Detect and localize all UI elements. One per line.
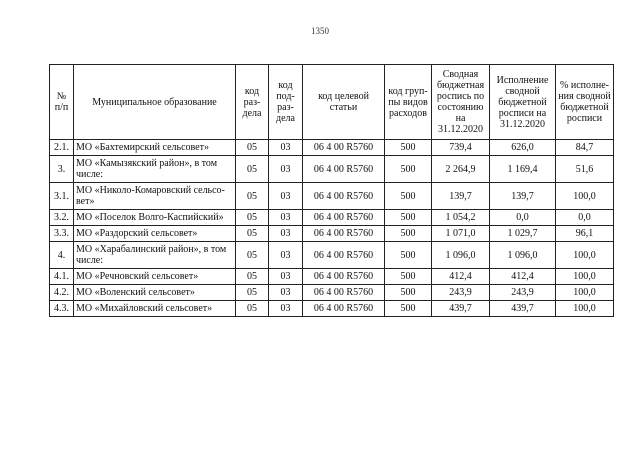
municipality-name: МО «Поселок Волго-Каспийский» <box>74 210 236 226</box>
subsection-code: 03 <box>269 285 303 301</box>
subsection-code: 03 <box>269 269 303 285</box>
table-row <box>50 285 614 301</box>
budget-execution-value: 412,4 <box>490 269 556 285</box>
expense-group-code: 500 <box>385 210 432 226</box>
municipality-name: МО «Николо-Комаровский сельсо-вет» <box>74 183 236 210</box>
table-row <box>50 183 614 210</box>
municipality-name: МО «Камызякский район», в том числе: <box>74 156 236 183</box>
municipality-name: МО «Бахтемирский сельсовет» <box>74 140 236 156</box>
table-row <box>50 210 614 226</box>
expense-group-code: 500 <box>385 269 432 285</box>
header-subsection-code: код под-раз-дела <box>269 65 303 140</box>
execution-percent-value: 100,0 <box>556 183 614 210</box>
municipality-name: МО «Воленский сельсовет» <box>74 285 236 301</box>
row-number: 3.2. <box>50 210 74 226</box>
header-target-item-code: код целевой статьи <box>303 65 385 140</box>
table-header-row <box>50 65 614 140</box>
table-row <box>50 156 614 183</box>
header-expense-group-code: код груп-пы видов расходов <box>385 65 432 140</box>
page-number: 1350 <box>311 26 329 36</box>
header-budget-execution: Исполнение сводной бюджетной росписи на 31.12.2020 <box>490 65 556 140</box>
header-municipality: Муниципальное образование <box>74 65 236 140</box>
section-code: 05 <box>236 156 269 183</box>
section-code: 05 <box>236 242 269 269</box>
row-number: 4.2. <box>50 285 74 301</box>
subsection-code: 03 <box>269 226 303 242</box>
budget-execution-value: 1 169,4 <box>490 156 556 183</box>
section-code: 05 <box>236 210 269 226</box>
subsection-code: 03 <box>269 301 303 317</box>
section-code: 05 <box>236 183 269 210</box>
header-section-code: код раз-дела <box>236 65 269 140</box>
municipality-name: МО «Речновский сельсовет» <box>74 269 236 285</box>
subsection-code: 03 <box>269 140 303 156</box>
section-code: 05 <box>236 140 269 156</box>
table-row <box>50 140 614 156</box>
budget-execution-value: 626,0 <box>490 140 556 156</box>
execution-percent-value: 0,0 <box>556 210 614 226</box>
row-number: 2.1. <box>50 140 74 156</box>
table-row <box>50 242 614 269</box>
expense-group-code: 500 <box>385 242 432 269</box>
execution-percent-value: 100,0 <box>556 301 614 317</box>
expense-group-code: 500 <box>385 301 432 317</box>
row-number: 4.1. <box>50 269 74 285</box>
target-item-code: 06 4 00 R5760 <box>303 301 385 317</box>
budget-table <box>49 64 614 317</box>
row-number: 4. <box>50 242 74 269</box>
table-row <box>50 226 614 242</box>
budget-plan-value: 139,7 <box>432 183 490 210</box>
municipality-name: МО «Харабалинский район», в том числе: <box>74 242 236 269</box>
execution-percent-value: 100,0 <box>556 285 614 301</box>
target-item-code: 06 4 00 R5760 <box>303 285 385 301</box>
row-number: 3.3. <box>50 226 74 242</box>
subsection-code: 03 <box>269 242 303 269</box>
target-item-code: 06 4 00 R5760 <box>303 140 385 156</box>
budget-execution-value: 439,7 <box>490 301 556 317</box>
subsection-code: 03 <box>269 210 303 226</box>
section-code: 05 <box>236 285 269 301</box>
expense-group-code: 500 <box>385 183 432 210</box>
budget-plan-value: 412,4 <box>432 269 490 285</box>
section-code: 05 <box>236 226 269 242</box>
target-item-code: 06 4 00 R5760 <box>303 183 385 210</box>
budget-plan-value: 1 071,0 <box>432 226 490 242</box>
municipality-name: МО «Михайловский сельсовет» <box>74 301 236 317</box>
budget-plan-value: 243,9 <box>432 285 490 301</box>
row-number: 3.1. <box>50 183 74 210</box>
expense-group-code: 500 <box>385 226 432 242</box>
table-row <box>50 269 614 285</box>
budget-plan-value: 739,4 <box>432 140 490 156</box>
budget-plan-value: 439,7 <box>432 301 490 317</box>
section-code: 05 <box>236 301 269 317</box>
header-num: № п/п <box>50 65 74 140</box>
execution-percent-value: 84,7 <box>556 140 614 156</box>
expense-group-code: 500 <box>385 285 432 301</box>
budget-execution-value: 0,0 <box>490 210 556 226</box>
target-item-code: 06 4 00 R5760 <box>303 269 385 285</box>
municipality-name: МО «Раздорский сельсовет» <box>74 226 236 242</box>
budget-execution-value: 1 096,0 <box>490 242 556 269</box>
budget-plan-value: 1 054,2 <box>432 210 490 226</box>
budget-execution-value: 139,7 <box>490 183 556 210</box>
target-item-code: 06 4 00 R5760 <box>303 226 385 242</box>
execution-percent-value: 51,6 <box>556 156 614 183</box>
expense-group-code: 500 <box>385 140 432 156</box>
table-row <box>50 301 614 317</box>
header-budget-plan: Сводная бюджетная роспись по состоянию на 31.12.2020 <box>432 65 490 140</box>
budget-plan-value: 2 264,9 <box>432 156 490 183</box>
execution-percent-value: 100,0 <box>556 269 614 285</box>
subsection-code: 03 <box>269 156 303 183</box>
subsection-code: 03 <box>269 183 303 210</box>
target-item-code: 06 4 00 R5760 <box>303 210 385 226</box>
header-execution-percent: % исполне-ния сводной бюджетной росписи <box>556 65 614 140</box>
expense-group-code: 500 <box>385 156 432 183</box>
budget-execution-value: 243,9 <box>490 285 556 301</box>
section-code: 05 <box>236 269 269 285</box>
target-item-code: 06 4 00 R5760 <box>303 156 385 183</box>
row-number: 4.3. <box>50 301 74 317</box>
execution-percent-value: 96,1 <box>556 226 614 242</box>
budget-execution-value: 1 029,7 <box>490 226 556 242</box>
target-item-code: 06 4 00 R5760 <box>303 242 385 269</box>
execution-percent-value: 100,0 <box>556 242 614 269</box>
budget-plan-value: 1 096,0 <box>432 242 490 269</box>
row-number: 3. <box>50 156 74 183</box>
